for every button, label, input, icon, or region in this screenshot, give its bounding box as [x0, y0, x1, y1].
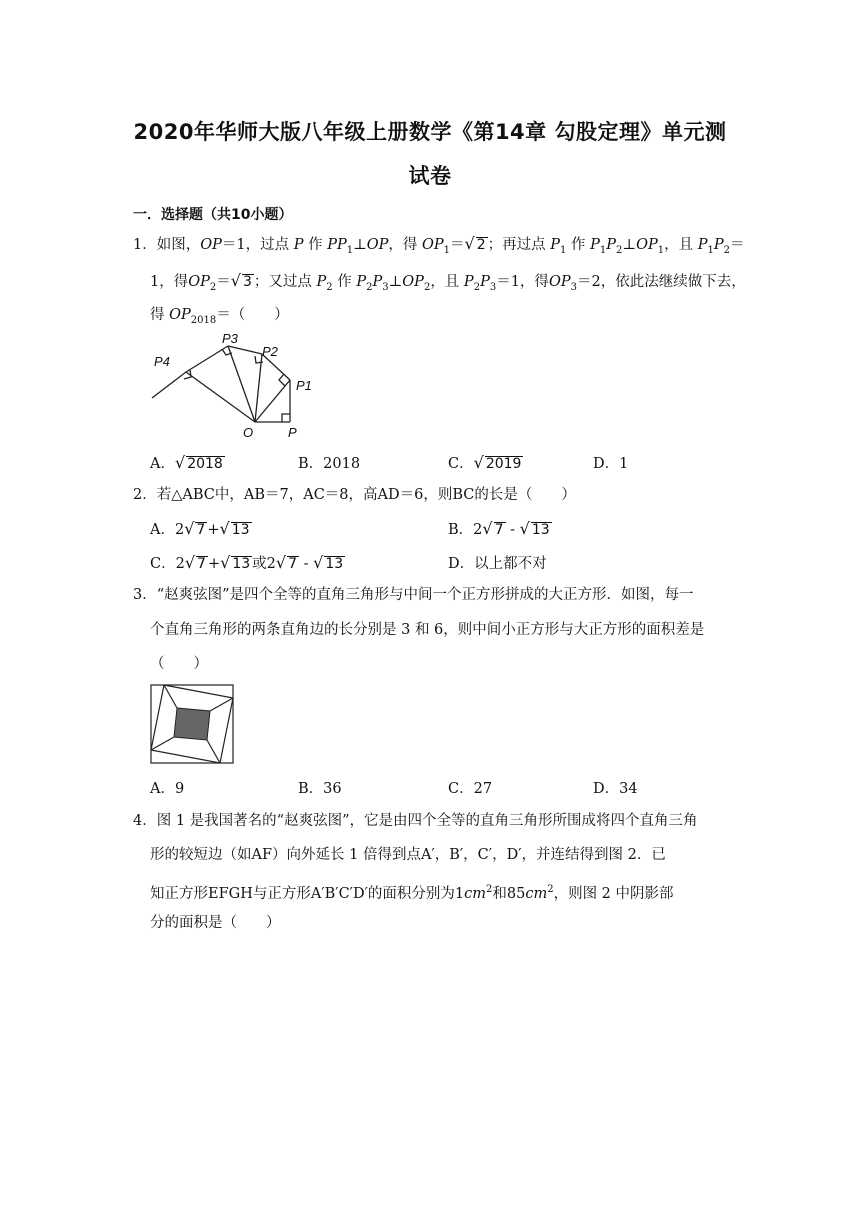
- section-heading: 一．选择题（共10小题）: [133, 207, 293, 223]
- page-title-line2: 试卷: [408, 164, 452, 188]
- q1-option-b[interactable]: B．2018: [298, 456, 361, 472]
- q4-line3: 知正方形EFGH与正方形A′B′C′D′的面积分别为$1cm^2$和$85cm^2$，则图 2 中阴影部: [150, 884, 674, 902]
- q2-option-c[interactable]: C．2√ 7 +√ 13 或2√ 7 - √ 13: [150, 553, 344, 572]
- q4-line1: 4．图 1 是我国著名的“赵爽弦图”，它是由四个全等的直角三角形所围成将四个直角三角: [133, 813, 698, 829]
- q4-line2: 形的较短边（如AF）向外延长 1 倍得到点A′，B′，C′，D′，并连结得到图 2．已: [150, 847, 666, 863]
- page-title: 2020年华师大版八年级上册数学《第14章 勾股定理》单元测: [133, 120, 727, 144]
- q1-line1: 1．如图，OP＝1，过点 P 作 $PP_1\perp OP$，得 $OP_1=√$ 2 ；再过点 $P_1$ 作 $P_1P_2\perp OP_1$，且 $P_1P_2=$: [133, 234, 745, 256]
- q2-option-a[interactable]: A．2√ 7 +√ 13: [150, 519, 250, 538]
- q3-option-c[interactable]: C．27: [448, 781, 493, 797]
- q3-option-a[interactable]: A．9: [150, 781, 185, 797]
- q2-stem: 2．若△ABC中，AB＝7，AC＝8，高AD＝6，则BC的长是（ ）: [133, 487, 576, 503]
- label-p4: P4: [154, 354, 170, 369]
- label-p: P: [288, 425, 297, 440]
- q1-line2: 1，得$OP_2=√$ 3 ；又过点 $P_2$ 作 $P_2P_3\perp OP_2$，且 $P_2P_3=1$，得$OP_3=2$，依此法继续做下去，: [150, 271, 746, 293]
- q3-option-b[interactable]: B．36: [298, 781, 342, 797]
- q2-option-d[interactable]: D．以上都不对: [448, 556, 547, 572]
- q1-option-d[interactable]: D．1: [593, 456, 629, 472]
- label-p2: P2: [262, 344, 278, 359]
- q1-line3: 得 $OP_{2018}=$（ ）: [150, 307, 289, 326]
- zhao-shuang-figure: [150, 684, 234, 764]
- q2-option-b[interactable]: B．2√ 7 - √ 13: [448, 519, 550, 538]
- q3-line1: 3．“赵爽弦图”是四个全等的直角三角形与中间一个正方形拼成的大正方形．如图，每一: [133, 587, 694, 603]
- label-p3: P3: [222, 334, 238, 346]
- q3-option-d[interactable]: D．34: [593, 781, 638, 797]
- q3-line2: 个直角三角形的两条直角边的长分别是 3 和 6，则中间小正方形与大正方形的面积差是: [150, 622, 705, 638]
- spiral-figure: [150, 334, 320, 442]
- label-p1: P1: [296, 378, 312, 393]
- q4-line4: 分的面积是（ ）: [150, 915, 281, 931]
- q1-option-a[interactable]: A．√ 2018: [150, 453, 223, 472]
- label-o: O: [243, 425, 254, 440]
- q3-line3: （ ）: [150, 656, 208, 672]
- q1-option-c[interactable]: C．√ 2019: [448, 453, 522, 472]
